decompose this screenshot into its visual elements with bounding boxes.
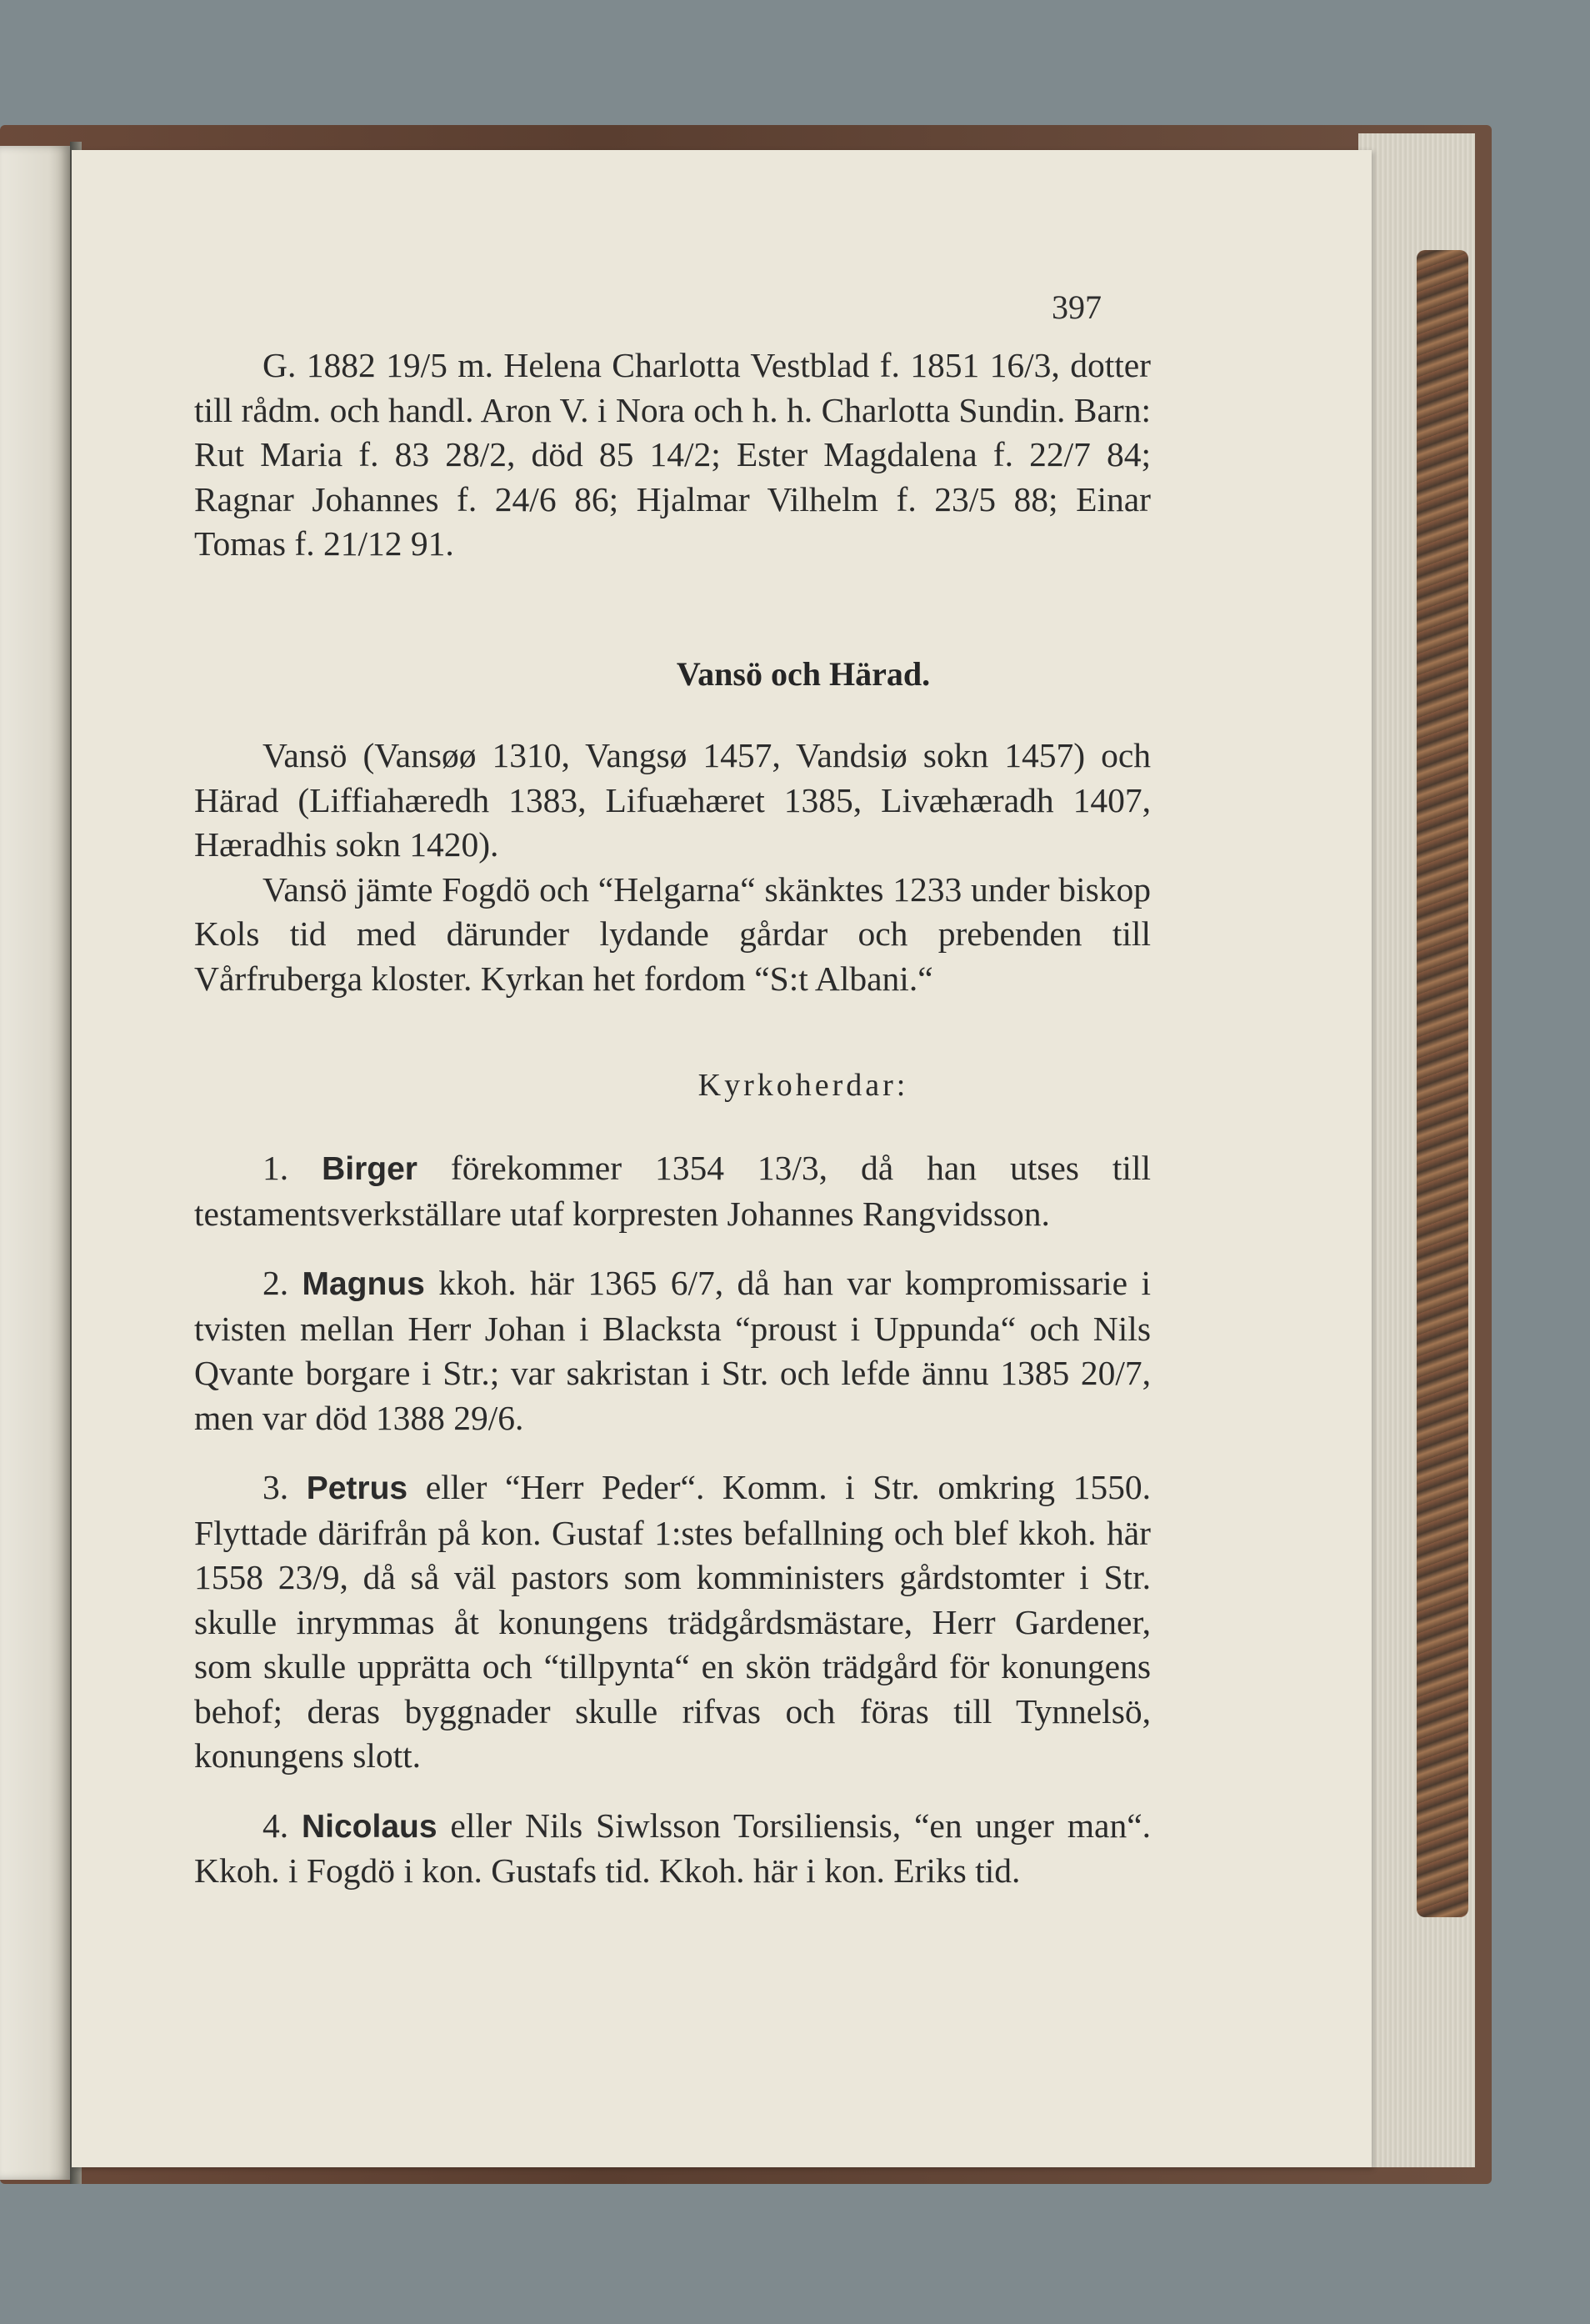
entry-name: Magnus bbox=[302, 1266, 425, 1302]
entry-name: Nicolaus bbox=[301, 1808, 438, 1845]
history-paragraph: Vansö jämte Fogdö och “Helgarna“ skänktes 1233 under biskop Kols tid med därunder lydande gårdar och prebenden till Vårfruberga kloster. Kyrkan het fordom “S:t Albani.“ bbox=[194, 869, 1151, 998]
kyrkoherdar-heading: Kyrkoherdar: bbox=[698, 1068, 909, 1103]
page-number: 397 bbox=[1052, 288, 1102, 326]
section-body bbox=[194, 734, 1151, 1001]
entry-text: kkoh. här 1365 6/7, då han var kompromissarie i tvisten mellan Herr Johan i Blacksta “proust i Uppunda“ och Nils Qvante borgare i Str.; var sakristan i Str. och lefde ännu 1385 20/7, men var död 1388 29/6. bbox=[194, 1264, 1151, 1437]
facing-page bbox=[0, 146, 70, 2180]
entry-number: 2. bbox=[262, 1264, 289, 1302]
entry-name: Birger bbox=[322, 1151, 418, 1187]
entry-text: eller “Herr Peder“. Komm. i Str. omkring 1550. Flyttade därifrån på kon. Gustaf 1:stes befallning och blef kkoh. här 1558 23/9, då så väl pastors som komministers gårdstomter i Str. skulle inrymmas åt konungens trädgårdsmästare, Herr Gardener, som skulle upprätta och “tillpynta“ en skön trädgård för konungens behof; deras byggnader skulle rifvas och föras till Tynnelsö, konungens slott. bbox=[194, 1468, 1151, 1775]
list-item bbox=[194, 1804, 1151, 1894]
entry-number: 4. bbox=[262, 1806, 289, 1845]
entry-name: Petrus bbox=[306, 1470, 408, 1506]
list-item bbox=[194, 1146, 1151, 1236]
entry-text: eller Nils Siwlsson Torsiliensis, “en unger man“. Kkoh. i Fogdö i kon. Gustafs tid. Kkoh. här i kon. Eriks tid. bbox=[194, 1806, 1152, 1890]
kyrkoherdar-list bbox=[194, 1146, 1151, 1894]
section-title: Vansö och Härad. bbox=[676, 655, 931, 693]
entry-number: 3. bbox=[262, 1468, 289, 1506]
list-item bbox=[194, 1465, 1151, 1779]
list-item bbox=[194, 1261, 1151, 1440]
parish-names-paragraph: Vansö (Vansøø 1310, Vangsø 1457, Vandsiø sokn 1457) och Härad (Liffiahæredh 1383, Lifuæhæret 1385, Livæhæradh 1407, Hæradhis sokn 1420). bbox=[194, 736, 1151, 864]
intro-paragraph: G. 1882 19/5 m. Helena Charlotta Vestblad f. 1851 16/3, dotter till rådm. och handl. Aron V. i Nora och h. h. Charlotta Sundin. Barn: Rut Maria f. 83 28/2, död 85 14/2; Ester Magdalena f. 22/7 84; Ragnar Johannes f. 24/6 86; Hjalmar Vilhelm f. 23/5 88; Einar Tomas f. 21/12 91. bbox=[194, 346, 1151, 563]
entry-text: förekommer 1354 13/3, då han utses till testamentsverkställare utaf korpresten Johannes Rangvidsson. bbox=[194, 1149, 1152, 1233]
entry-number: 1. bbox=[262, 1149, 289, 1187]
intro-block bbox=[194, 343, 1151, 567]
